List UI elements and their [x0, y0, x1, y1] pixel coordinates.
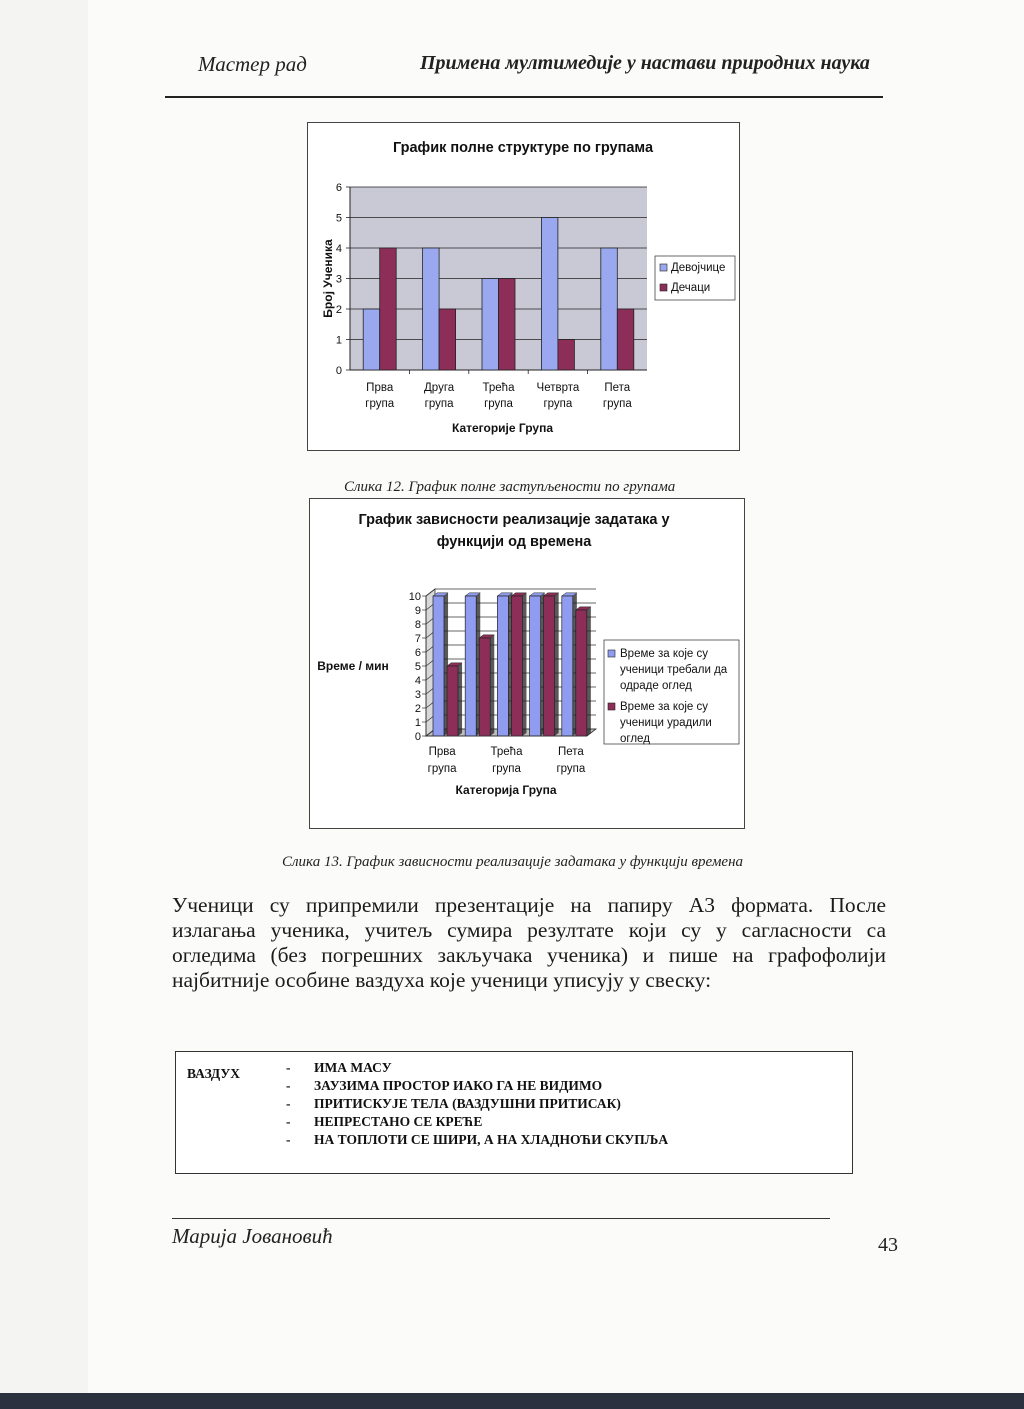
x-tick-label: Пета — [604, 382, 631, 394]
legend-swatch — [608, 650, 615, 657]
bar-girls — [601, 248, 618, 370]
x-tick-label: Друга — [424, 382, 455, 394]
bar-planned-time — [562, 596, 573, 736]
list-dash: - — [286, 1114, 291, 1129]
scan-left-margin — [0, 0, 88, 1393]
y-tick-label: 2 — [335, 304, 342, 316]
legend-label: Време за које су — [620, 648, 709, 660]
air-property-text: НА ТОПЛОТИ СЕ ШИРИ, А НА ХЛАДНОЋИ СКУПЉА — [314, 1132, 669, 1147]
bar-planned-time — [465, 596, 476, 736]
y-tick-label: 7 — [414, 633, 421, 645]
y-tick-label: 5 — [414, 661, 421, 673]
y-tick-label: 6 — [414, 647, 421, 659]
caption-figure-12: Слика 12. График полне заступљености по групама — [344, 479, 676, 495]
list-dash: - — [286, 1096, 291, 1111]
y-tick-label: 1 — [335, 334, 342, 347]
legend-swatch — [660, 284, 667, 291]
x-tick-label: група — [543, 398, 573, 410]
x-tick-label: Трећа — [490, 746, 523, 758]
x-tick-label: Прва — [366, 382, 394, 394]
bar-actual-time-side — [555, 593, 559, 736]
y-tick-label: 1 — [414, 717, 421, 729]
y-tick-label: 4 — [414, 675, 421, 687]
air-property-item — [286, 1077, 668, 1095]
scan-bottom-edge — [0, 1393, 1024, 1409]
bar-actual-time-side — [458, 663, 462, 736]
chart-gender-structure — [307, 122, 740, 451]
air-property-text: НЕПРЕСТАНО СЕ КРЕЋЕ — [314, 1114, 483, 1129]
y-tick-label: 5 — [335, 212, 342, 225]
x-tick-label: Трећа — [482, 382, 515, 394]
x-tick-label: група — [556, 763, 586, 775]
bar-girls — [541, 218, 558, 371]
air-property-item — [286, 1095, 668, 1113]
air-property-item — [286, 1059, 668, 1077]
legend-label: ученици требали да — [620, 664, 728, 676]
bar-actual-time — [479, 638, 490, 736]
bar-girls — [363, 309, 380, 370]
chart-gender-svg — [308, 123, 739, 450]
bar-actual-time-side — [522, 593, 526, 736]
chart-time-svg — [310, 499, 744, 828]
y-tick-label: 3 — [335, 273, 342, 286]
list-dash: - — [286, 1132, 291, 1147]
air-label: ВАЗДУХ — [187, 1066, 240, 1081]
x-tick-label: група — [602, 398, 632, 410]
x-tick-label: група — [424, 398, 454, 410]
x-tick-label: група — [492, 763, 521, 775]
x-tick-label: Пета — [557, 746, 584, 758]
x-tick-label: Прва — [428, 746, 456, 758]
y-tick-label: 0 — [335, 365, 342, 377]
caption-figure-13: Слика 13. График зависности реализације задатака у функцији времена — [282, 854, 744, 870]
bar-boys — [558, 340, 575, 371]
legend-label: Девојчице — [671, 262, 726, 274]
air-property-item — [286, 1113, 668, 1131]
bar-planned-time — [530, 596, 541, 736]
chart-title: График зависности реализације задатака у — [358, 512, 670, 528]
footer-author: Марија Јовановић — [172, 1224, 333, 1248]
chart-title: График полне структуре по групама — [392, 140, 654, 156]
y-axis-label: Број Ученика — [321, 239, 335, 318]
legend-label: оглед — [620, 733, 650, 745]
footer-rule — [172, 1218, 830, 1219]
legend-label: одраде оглед — [620, 680, 692, 692]
bar-actual-time-side — [490, 635, 494, 736]
page-number: 43 — [878, 1234, 898, 1256]
legend-label: Време за које су — [620, 701, 709, 713]
bar-planned-time — [433, 596, 444, 736]
bar-boys — [439, 309, 456, 370]
air-property-text: ИМА МАСУ — [314, 1060, 392, 1075]
y-tick-label: 8 — [414, 619, 421, 631]
legend-label: Дечаци — [671, 282, 711, 294]
x-tick-label: Четврта — [536, 382, 580, 394]
bar-planned-time — [497, 596, 508, 736]
y-tick-label: 10 — [408, 591, 421, 603]
chart-task-time — [309, 498, 745, 829]
bar-boys — [617, 309, 634, 370]
air-property-text: ЗАУЗИМА ПРОСТОР ИАКО ГА НЕ ВИДИМО — [314, 1078, 603, 1093]
header-left: Мастер рад — [198, 52, 307, 76]
bar-girls — [482, 279, 499, 371]
list-dash: - — [286, 1060, 291, 1075]
x-tick-label: група — [427, 763, 457, 775]
chart-title: функцији од времена — [436, 534, 592, 550]
list-dash: - — [286, 1078, 291, 1093]
y-tick-label: 9 — [414, 605, 421, 617]
y-tick-label: 4 — [335, 243, 342, 255]
x-axis-label: Категорије Група — [451, 421, 554, 435]
header-rule — [165, 96, 883, 98]
y-axis-label: Време / мин — [317, 659, 389, 673]
bar-boys — [499, 279, 516, 371]
air-properties-box — [175, 1051, 853, 1174]
y-tick-label: 0 — [414, 731, 421, 743]
bar-actual-time — [447, 666, 458, 736]
legend-label: ученици урадили — [620, 717, 712, 729]
bar-girls — [423, 248, 440, 370]
bar-actual-time — [576, 610, 587, 736]
legend-swatch — [660, 264, 667, 271]
bar-actual-time — [511, 596, 522, 736]
y-tick-label: 2 — [414, 703, 421, 715]
legend-swatch — [608, 703, 615, 710]
air-properties-list — [286, 1059, 668, 1149]
y-tick-label: 6 — [335, 182, 342, 194]
x-axis-label: Категорија Група — [455, 783, 557, 797]
bar-boys — [380, 248, 397, 370]
y-tick-label: 3 — [414, 689, 421, 701]
body-paragraph: Ученици су припремили презентације на папиру А3 формата. После излагања ученика, учитељ сумира резултате који су у сагласности са огледима (без погрешних закључака ученика) и пише на графофолији најбитније особине ваздуха које ученици уписују у свеску: — [172, 893, 886, 992]
bar-actual-time-side — [587, 607, 591, 736]
header-right: Примена мултимедије у настави природних наука — [420, 52, 870, 74]
bar-actual-time — [544, 596, 555, 736]
air-property-text: ПРИТИСКУЈЕ ТЕЛА (ВАЗДУШНИ ПРИТИСАК) — [314, 1096, 621, 1111]
air-property-item — [286, 1131, 668, 1149]
x-tick-label: група — [365, 398, 395, 410]
x-tick-label: група — [484, 398, 513, 410]
